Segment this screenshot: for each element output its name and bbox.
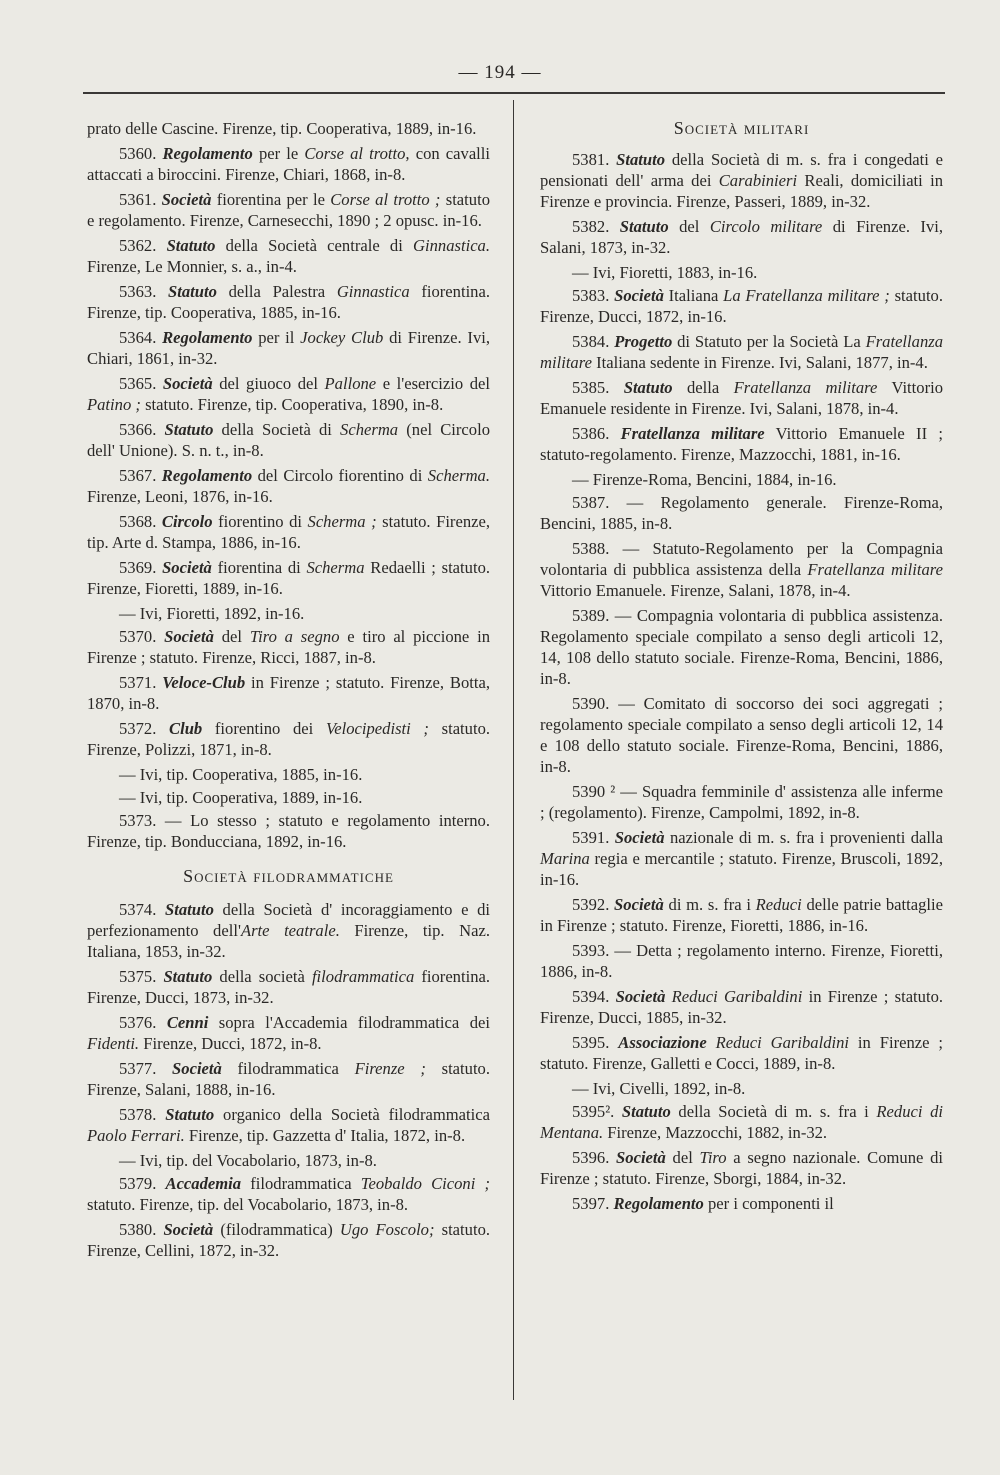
entry-heading-word: Veloce-Club bbox=[162, 673, 246, 692]
entry-text: fiorentina per le bbox=[211, 190, 331, 209]
entry-text: 5375. bbox=[119, 967, 164, 986]
entry-text: 5395². bbox=[572, 1102, 622, 1121]
entry-text: del bbox=[213, 627, 250, 646]
entry-text: 5380. bbox=[119, 1220, 164, 1239]
entry-text: — Ivi, tip. del Vocabolario, 1873, in-8. bbox=[119, 1151, 377, 1170]
entry-text: prato delle Cascine. Firenze, tip. Cooperativa, 1889, in-16. bbox=[87, 119, 477, 138]
catalog-entry bbox=[540, 331, 943, 373]
entry-italic-text: Paolo Ferrari. bbox=[87, 1126, 185, 1145]
entry-heading-word: Società bbox=[162, 558, 212, 577]
entry-text: e tiro al piccione in Firenze ; statuto. Firenze, Ricci, 1887, in-8. bbox=[87, 627, 491, 667]
entry-heading-word: Regolamento bbox=[161, 466, 253, 485]
catalog-entry bbox=[87, 718, 490, 760]
entry-heading-word: Statuto bbox=[166, 236, 216, 255]
entry-italic-text: Scherma bbox=[340, 420, 399, 439]
entry-text: 5383. bbox=[572, 286, 615, 305]
entry-heading-word: Regolamento bbox=[162, 144, 253, 163]
entry-text: di Firenze. Ivi, Chiari, 1861, in-32. bbox=[87, 328, 491, 368]
entry-text: 5388. — Statuto-Regolamento per la Compagnia volontaria di pubblica assistenza della bbox=[540, 539, 943, 579]
catalog-entry bbox=[87, 810, 490, 852]
catalog-entry bbox=[87, 626, 490, 668]
entry-text: (filodrammatica) bbox=[213, 1220, 340, 1239]
entry-text: organico della Società filodrammatica bbox=[214, 1105, 490, 1124]
entry-text: della bbox=[672, 378, 734, 397]
catalog-entry bbox=[540, 827, 943, 890]
catalog-entry bbox=[540, 693, 943, 777]
entry-italic-text: Arte teatrale. bbox=[240, 921, 340, 940]
entry-text: 5397. bbox=[572, 1194, 614, 1213]
entry-italic-text: Ginnastica bbox=[336, 282, 410, 301]
catalog-entry bbox=[87, 1058, 490, 1100]
entry-text: statuto. Firenze, tip. Arte d. Stampa, 1886, in-16. bbox=[87, 512, 490, 552]
entry-text: 5382. bbox=[572, 217, 620, 236]
entry-text: 5370. bbox=[119, 627, 165, 646]
entry-text: a segno nazionale. Comune di Firenze ; statuto. Firenze, Sborgi, 1884, in-32. bbox=[540, 1148, 943, 1188]
entry-text: — Firenze-Roma, Bencini, 1884, in-16. bbox=[572, 470, 837, 489]
entry-heading-word: Statuto bbox=[165, 1105, 215, 1124]
entry-heading-word: Statuto bbox=[621, 1102, 671, 1121]
entry-text: in Firenze ; statuto. Firenze, Ducci, 1885, in-32. bbox=[540, 987, 944, 1027]
entry-text: 5395. bbox=[572, 1033, 619, 1052]
entry-text: 5371. bbox=[119, 673, 163, 692]
entry-text: del bbox=[668, 217, 710, 236]
catalog-entry bbox=[87, 189, 490, 231]
entry-italic-text: Scherma. bbox=[427, 466, 490, 485]
catalog-entry bbox=[87, 1173, 490, 1215]
entry-heading-word: Società bbox=[614, 828, 665, 847]
catalog-entry bbox=[87, 465, 490, 507]
entry-heading-word: Cenni bbox=[166, 1013, 209, 1032]
sub-entry bbox=[87, 1150, 490, 1171]
entry-text: Vittorio Emanuele. Firenze, Salani, 1878, in-4. bbox=[540, 581, 851, 600]
entry-text: fiorentino dei bbox=[202, 719, 326, 738]
entry-text: regia e mercantile ; statuto. Firenze, Bruscoli, 1892, in-16. bbox=[540, 849, 943, 889]
entry-text: 5379. bbox=[119, 1174, 166, 1193]
entry-text: statuto e regolamento. Firenze, Carnesecchi, 1890 ; 2 opusc. in-16. bbox=[87, 190, 490, 230]
catalog-entry bbox=[87, 235, 490, 277]
entry-heading-word: Accademia bbox=[165, 1174, 242, 1193]
entry-italic-text: Reduci Garibaldini bbox=[671, 987, 803, 1006]
entry-text: della Società centrale di bbox=[215, 236, 414, 255]
entry-text: di Statuto per la Società La bbox=[672, 332, 866, 351]
entry-text: filodrammatica bbox=[241, 1174, 361, 1193]
entry-italic-text: Jockey Club bbox=[300, 328, 384, 347]
entry-text: con cavalli attaccati a biroccini. Firenze, Chiari, 1868, in-8. bbox=[87, 144, 491, 184]
entry-text: 5363. bbox=[119, 282, 169, 301]
sub-entry bbox=[540, 262, 943, 283]
section-title-militari: Società militari bbox=[673, 118, 810, 138]
entry-text: sopra l'Accademia filodrammatica dei bbox=[208, 1013, 490, 1032]
catalog-entry bbox=[540, 216, 943, 258]
entry-text: 5376. bbox=[119, 1013, 167, 1032]
entry-text: 5362. bbox=[119, 236, 167, 255]
entry-text: fiorentina di bbox=[211, 558, 307, 577]
entry-text: Vittorio Emanuele residente in Firenze. Ivi, Salani, 1878, in-4. bbox=[540, 378, 944, 418]
entry-italic-text: Fratellanza militare bbox=[807, 560, 943, 579]
entry-text: 5385. bbox=[572, 378, 624, 397]
entry-italic-text: Circolo militare bbox=[709, 217, 823, 236]
entry-heading-word: Società bbox=[161, 190, 212, 209]
entry-heading-word: Società bbox=[172, 1059, 222, 1078]
catalog-entry bbox=[87, 899, 490, 962]
right-entries bbox=[540, 149, 943, 1214]
entry-text: — Ivi, Civelli, 1892, in-8. bbox=[572, 1079, 746, 1098]
catalog-entry bbox=[540, 940, 943, 982]
entry-italic-text: Reduci di Mentana. bbox=[540, 1102, 943, 1142]
catalog-entry bbox=[540, 986, 943, 1028]
entry-heading-word: Associazione bbox=[618, 1033, 707, 1052]
entry-text: 5368. bbox=[119, 512, 162, 531]
sub-entry bbox=[540, 469, 943, 490]
entry-text: del giuoco del bbox=[212, 374, 325, 393]
entry-italic-text: filodrammatica bbox=[311, 967, 415, 986]
entry-text: per le bbox=[252, 144, 305, 163]
entry-italic-text: Corse al trotto ; bbox=[330, 190, 441, 209]
entry-text: delle patrie battaglie in Firenze ; statuto. Firenze, Fioretti, 1886, in-16. bbox=[540, 895, 943, 935]
catalog-entry bbox=[540, 149, 943, 212]
entry-text: 5394. bbox=[572, 987, 616, 1006]
entry-text: Firenze, Leoni, 1876, in-16. bbox=[87, 487, 273, 506]
entry-italic-text: Tiro a segno bbox=[249, 627, 340, 646]
entry-text: di m. s. fra i bbox=[663, 895, 756, 914]
entry-heading-word: Società bbox=[616, 1148, 666, 1167]
entry-text: 5389. — Compagnia volontaria di pubblica assistenza. Regolamento speciale compilato a senso degli articoli 12, 14, 108 dello statuto sociale. Firenze-Roma, Bencini, 1886, in-8. bbox=[540, 606, 943, 688]
entry-text: fiorentina. Firenze, Ducci, 1873, in-32. bbox=[87, 967, 491, 1007]
entry-text: 5384. bbox=[572, 332, 615, 351]
entry-text: 5364. bbox=[119, 328, 163, 347]
entry-text: 5393. — Detta ; regolamento interno. Firenze, Fioretti, 1886, in-8. bbox=[540, 941, 943, 981]
right-column bbox=[540, 116, 943, 1218]
entry-text: 5369. bbox=[119, 558, 163, 577]
entry-text: Vittorio Emanuele II ; statuto-regolamento. Firenze, Mazzocchi, 1881, in-16. bbox=[540, 424, 943, 464]
entry-italic-text: Pallone bbox=[324, 374, 377, 393]
entry-heading-word: Circolo bbox=[161, 512, 213, 531]
column-divider bbox=[513, 100, 514, 1400]
catalog-entry bbox=[87, 672, 490, 714]
entry-text: (nel Circolo dell' Unione). S. n. t., in-8. bbox=[87, 420, 491, 460]
entry-text: Reali, domiciliati in Firenze e provincia. Firenze, Passeri, 1889, in-32. bbox=[540, 171, 943, 211]
entry-text: Firenze, tip. Naz. Italiana, 1853, in-32. bbox=[87, 921, 490, 961]
entry-heading-word: Società bbox=[615, 987, 666, 1006]
entry-text: della Società d' incoraggiamento e di perfezionamento dell' bbox=[87, 900, 491, 940]
entry-text: della Società di m. s. fra i bbox=[670, 1102, 877, 1121]
entry-heading-word: Società bbox=[164, 627, 214, 646]
entry-text: del bbox=[665, 1148, 700, 1167]
entry-text: 5373. — Lo stesso ; statuto e regolamento interno. Firenze, tip. Bonducciana, 1892, in-16. bbox=[87, 811, 490, 851]
left-column bbox=[87, 118, 490, 1265]
entry-text: 5372. bbox=[119, 719, 170, 738]
entry-italic-text: Fidenti. bbox=[87, 1034, 140, 1053]
section-title-filodrammatiche: Società filodrammatiche bbox=[183, 866, 394, 886]
catalog-entry bbox=[87, 143, 490, 185]
entry-text: per il bbox=[252, 328, 301, 347]
catalog-entry bbox=[87, 1012, 490, 1054]
catalog-entry bbox=[540, 538, 943, 601]
catalog-entry bbox=[87, 118, 490, 139]
entry-italic-text: Fratellanza militare bbox=[733, 378, 878, 397]
entry-heading-word: Statuto bbox=[619, 217, 669, 236]
entry-heading-word: Società bbox=[614, 895, 664, 914]
entry-text: di Firenze. Ivi, Salani, 1873, in-32. bbox=[540, 217, 944, 257]
catalog-entry bbox=[540, 1101, 943, 1143]
catalog-entry bbox=[540, 492, 943, 534]
sub-entry bbox=[87, 764, 490, 785]
entry-text: — Ivi, tip. Cooperativa, 1889, in-16. bbox=[119, 788, 363, 807]
catalog-entry bbox=[540, 423, 943, 465]
entry-text bbox=[707, 1033, 716, 1052]
entry-text: della società bbox=[212, 967, 312, 986]
catalog-entry bbox=[540, 377, 943, 419]
entry-text: statuto. Firenze, Salani, 1888, in-16. bbox=[87, 1059, 491, 1099]
entry-text: 5378. bbox=[119, 1105, 166, 1124]
entry-italic-text: Marina bbox=[540, 849, 590, 868]
entry-text: 5396. bbox=[572, 1148, 617, 1167]
entry-italic-text: Carabinieri bbox=[718, 171, 798, 190]
catalog-entry bbox=[540, 605, 943, 689]
catalog-entry bbox=[540, 894, 943, 936]
entry-italic-text: Reduci bbox=[755, 895, 802, 914]
entry-text: 5365. bbox=[119, 374, 163, 393]
sub-entry bbox=[540, 1078, 943, 1099]
entry-text: fiorentina. Firenze, tip. Cooperativa, 1885, in-16. bbox=[87, 282, 490, 322]
entry-text: fiorentino di bbox=[212, 512, 308, 531]
entry-text: statuto. Firenze, tip. Cooperativa, 1890, in-8. bbox=[140, 395, 444, 414]
entry-text: Firenze, Mazzocchi, 1882, in-32. bbox=[603, 1123, 828, 1142]
catalog-entry bbox=[87, 1104, 490, 1146]
entry-heading-word: Regolamento bbox=[162, 328, 253, 347]
entry-heading-word: Fratellanza militare bbox=[620, 424, 765, 443]
entry-italic-text: Corse al trotto, bbox=[304, 144, 410, 163]
entry-heading-word: Statuto bbox=[165, 900, 214, 919]
entry-text: 5361. bbox=[119, 190, 162, 209]
entry-heading-word: Progetto bbox=[614, 332, 673, 351]
catalog-entry bbox=[87, 373, 490, 415]
entry-text: 5390. — Comitato di soccorso dei soci aggregati ; regolamento speciale compilato a senso degli articoli 12, 14 e 108 dello statuto sociale. Firenze-Roma, Bencini, 1886, in-8. bbox=[540, 694, 943, 776]
entry-text: nazionale di m. s. fra i provenienti dalla bbox=[664, 828, 944, 847]
catalog-entry bbox=[87, 281, 490, 323]
entry-italic-text: Velocipedisti ; bbox=[325, 719, 429, 738]
entry-heading-word: Società bbox=[163, 1220, 214, 1239]
catalog-entry bbox=[540, 781, 943, 823]
catalog-entry bbox=[87, 511, 490, 553]
entry-text: della Società di bbox=[213, 420, 341, 439]
entry-italic-text: Fratellanza militare bbox=[540, 332, 943, 372]
entry-heading-word: Statuto bbox=[163, 967, 213, 986]
entry-text: 5392. bbox=[572, 895, 615, 914]
entry-italic-text: Reduci Garibaldini bbox=[715, 1033, 850, 1052]
entry-heading-word: Statuto bbox=[616, 150, 666, 169]
header-rule bbox=[83, 92, 945, 94]
entry-text: in Firenze ; statuto. Firenze, Galletti e Cocci, 1889, in-8. bbox=[540, 1033, 943, 1073]
catalog-entry bbox=[87, 1219, 490, 1261]
left-entries-a bbox=[87, 118, 490, 852]
entry-text: 5367. bbox=[119, 466, 162, 485]
entry-text: filodrammatica bbox=[221, 1059, 355, 1078]
entry-text: 5387. — Regolamento generale. Firenze-Roma, Bencini, 1885, in-8. bbox=[540, 493, 943, 533]
entry-heading-word: Statuto bbox=[168, 282, 217, 301]
entry-text: 5391. bbox=[572, 828, 615, 847]
entry-italic-text: La Fratellanza militare ; bbox=[723, 286, 890, 305]
entry-text: 5381. bbox=[572, 150, 617, 169]
entry-text: 5366. bbox=[119, 420, 165, 439]
entry-text: Firenze, tip. Gazzetta d' Italia, 1872, in-8. bbox=[184, 1126, 466, 1145]
entry-text: in Firenze ; statuto. Firenze, Botta, 1870, in-8. bbox=[87, 673, 490, 713]
entry-italic-text: Patino ; bbox=[87, 395, 141, 414]
left-entries-b bbox=[87, 899, 490, 1261]
entry-text: 5390 ² — Squadra femminile d' assistenza alle inferme ; (regolamento). Firenze, Campolmi, 1892, in-8. bbox=[540, 782, 943, 822]
entry-text: 5386. bbox=[572, 424, 621, 443]
entry-text: 5374. bbox=[119, 900, 165, 919]
entry-italic-text: Tiro bbox=[699, 1148, 727, 1167]
entry-heading-word: Statuto bbox=[164, 420, 214, 439]
entry-text: statuto. Firenze, tip. del Vocabolario, 1873, in-8. bbox=[87, 1195, 409, 1214]
entry-text: Italiana sedente in Firenze. Ivi, Salani, 1877, in-4. bbox=[591, 353, 928, 372]
entry-text: statuto. Firenze, Cellini, 1872, in-32. bbox=[87, 1220, 491, 1260]
catalog-entry bbox=[87, 419, 490, 461]
entry-italic-text: Ginnastica. bbox=[413, 236, 491, 255]
entry-italic-text: Scherma bbox=[306, 558, 365, 577]
catalog-entry bbox=[87, 966, 490, 1008]
page-number: — 194 — bbox=[458, 62, 542, 83]
entry-text: 5377. bbox=[119, 1059, 173, 1078]
catalog-entry bbox=[540, 1193, 943, 1214]
entry-text: — Ivi, Fioretti, 1892, in-16. bbox=[119, 604, 305, 623]
entry-text: del Circolo fiorentino di bbox=[252, 466, 428, 485]
entry-text: — Ivi, tip. Cooperativa, 1885, in-16. bbox=[119, 765, 363, 784]
entry-text: Firenze, Ducci, 1872, in-8. bbox=[139, 1034, 322, 1053]
entry-text: per i componenti il bbox=[703, 1194, 834, 1213]
entry-text: della Palestra bbox=[216, 282, 337, 301]
entry-text: 5360. bbox=[119, 144, 163, 163]
entry-italic-text: Firenze ; bbox=[354, 1059, 426, 1078]
entry-italic-text: Ugo Foscolo; bbox=[339, 1220, 435, 1239]
catalog-entry bbox=[87, 557, 490, 599]
entry-heading-word: Regolamento bbox=[613, 1194, 704, 1213]
entry-text: e l'esercizio del bbox=[376, 374, 490, 393]
entry-heading-word: Statuto bbox=[623, 378, 673, 397]
entry-heading-word: Società bbox=[614, 286, 664, 305]
entry-text: della Società di m. s. fra i congedati e pensionati dell' arma dei bbox=[540, 150, 944, 190]
entry-italic-text: Scherma ; bbox=[307, 512, 377, 531]
catalog-entry bbox=[87, 327, 490, 369]
entry-text: statuto. Firenze, Ducci, 1872, in-16. bbox=[540, 286, 943, 326]
entry-heading-word: Club bbox=[169, 719, 203, 738]
entry-text: statuto. Firenze, Polizzi, 1871, in-8. bbox=[87, 719, 491, 759]
sub-entry bbox=[87, 603, 490, 624]
entry-heading-word: Società bbox=[162, 374, 213, 393]
catalog-entry bbox=[540, 1147, 943, 1189]
sub-entry bbox=[87, 787, 490, 808]
entry-italic-text: Teobaldo Ciconi ; bbox=[360, 1174, 490, 1193]
catalog-entry bbox=[540, 285, 943, 327]
entry-text: Italiana bbox=[663, 286, 724, 305]
entry-text: — Ivi, Fioretti, 1883, in-16. bbox=[572, 263, 758, 282]
entry-text: Redaelli ; statuto. Firenze, Fioretti, 1889, in-16. bbox=[87, 558, 491, 598]
catalog-entry bbox=[540, 1032, 943, 1074]
entry-text: Firenze, Le Monnier, s. a., in-4. bbox=[87, 257, 297, 276]
